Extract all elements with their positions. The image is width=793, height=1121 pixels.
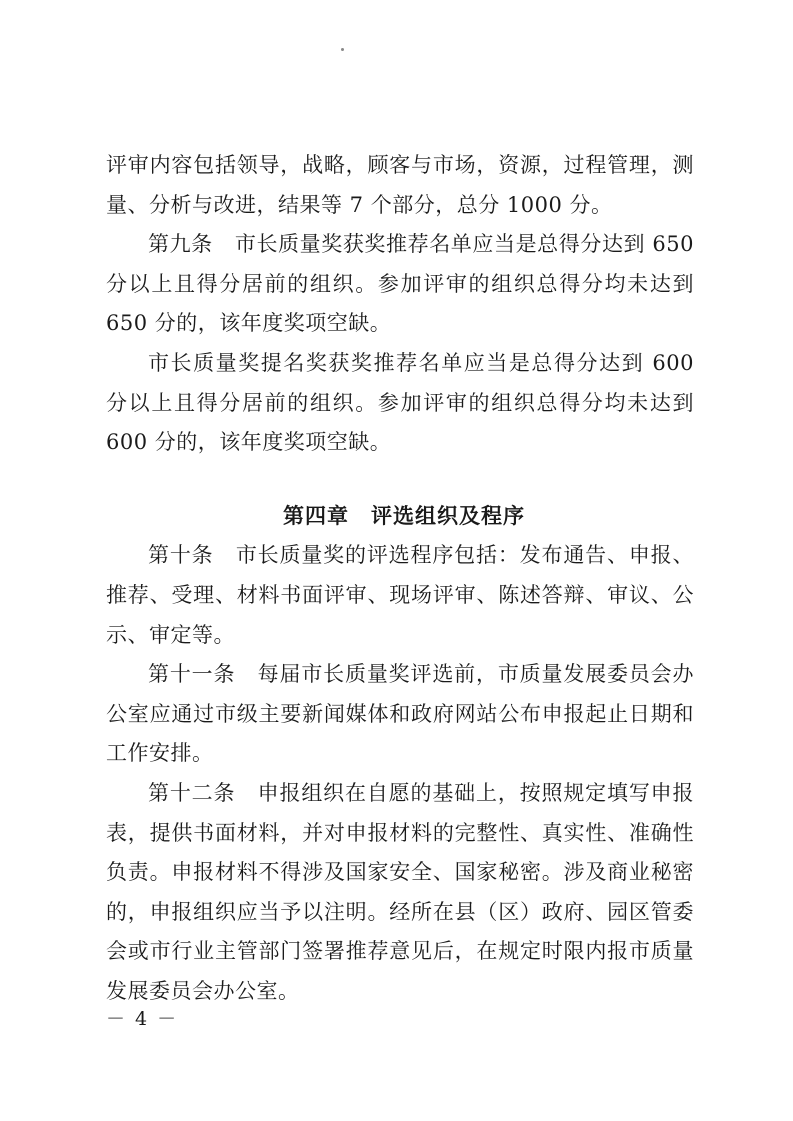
article-11-text: 每届市长质量奖评选前，市质量发展委员会办公室应通过市级主要新闻媒体和政府网站公布申报起止日期和工作安排。	[106, 662, 695, 766]
chapter-number: 第四章	[283, 503, 349, 528]
document-body	[106, 146, 694, 1011]
chapter-heading	[106, 497, 694, 537]
article-11-label: 第十一条	[148, 662, 236, 687]
scan-speck	[341, 48, 344, 51]
continuation-paragraph: 评审内容包括领导，战略，顾客与市场，资源，过程管理，测量、分析与改进，结果等 7 个部分，总分 1000 分。	[106, 153, 694, 217]
article-12-label: 第十二条	[148, 780, 236, 805]
article-10-text: 市长质量奖的评选程序包括：发布通告、申报、推荐、受理、材料书面评审、现场评审、陈述答辩、审议、公示、审定等。	[106, 543, 694, 647]
article-12-text: 申报组织在自愿的基础上，按照规定填写申报表，提供书面材料，并对申报材料的完整性、真实性、准确性负责。申报材料不得涉及国家安全、国家秘密。涉及商业秘密的，申报组织应当予以注明。经所在县（区）政府、园区管委会或市行业主管部门签署推荐意见后，在规定时限内报市质量发展委员会办公室。	[106, 780, 695, 1003]
article-9-text: 市长质量奖获奖推荐名单应当是总得分达到 650 分以上且得分居前的组织。参加评审的组织总得分均未达到 650 分的，该年度奖项空缺。	[106, 232, 694, 336]
article-9-label: 第九条	[148, 232, 213, 257]
article-12-paragraph	[106, 774, 694, 1012]
article-10-label: 第十条	[148, 543, 214, 568]
article-9-second-paragraph: 市长质量奖提名奖获奖推荐名单应当是总得分达到 600 分以上且得分居前的组织。参加评审的组织总得分均未达到 600 分的，该年度奖项空缺。	[106, 350, 694, 455]
page-number: － 4 －	[106, 1008, 179, 1030]
article-9-paragraph	[106, 225, 694, 344]
section-spacer	[106, 463, 694, 497]
article-10-paragraph	[106, 536, 694, 655]
chapter-title: 评选组织及程序	[371, 503, 525, 528]
article-11-paragraph	[106, 655, 694, 774]
